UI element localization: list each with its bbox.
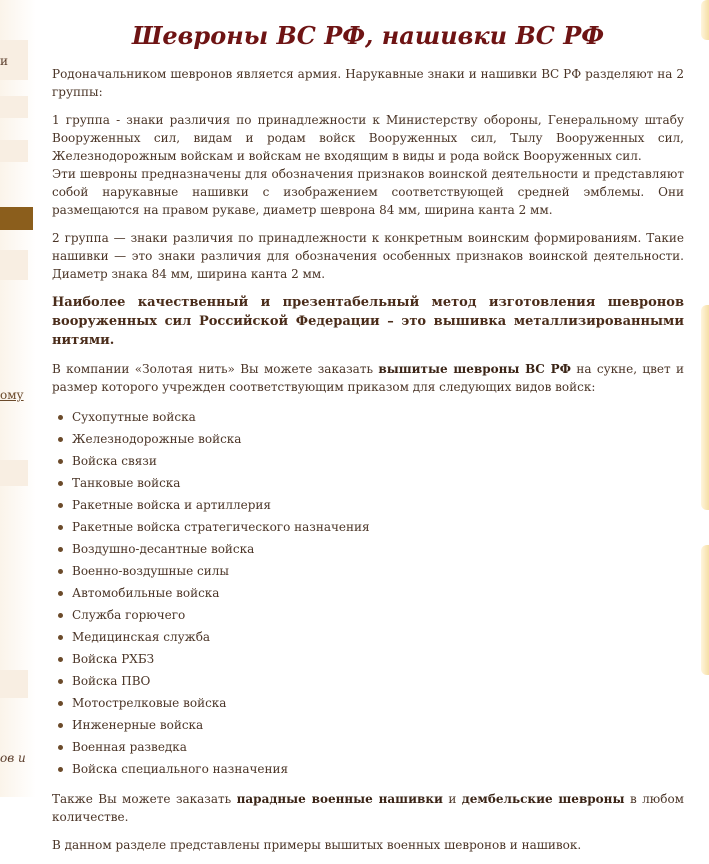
order-text-post: на сукне, цвет и размер которого учрежден соответствующим приказом для следующих видов войск:	[52, 361, 684, 394]
sidebar-link-fragment[interactable]: ому	[0, 388, 24, 402]
order-text-bold: вышитые шевроны ВС РФ	[378, 361, 571, 376]
troops-list-item: Военная разведка	[56, 736, 684, 758]
sidebar-item[interactable]	[0, 250, 28, 280]
sidebar-item[interactable]	[0, 670, 28, 698]
troops-list	[52, 406, 684, 780]
troops-list-item: Медицинская служба	[56, 626, 684, 648]
also-text-mid: и	[442, 791, 462, 806]
group2-paragraph: 2 группа — знаки различия по принадлежности к конкретным воинским формированиям. Такие нашивки — это знаки различия для обозначения особенных признаков воинской деятельности. Диаметр знака 84 мм, ширина канта 2 мм.	[52, 230, 684, 281]
intro-paragraph: Родоначальником шевронов является армия. Нарукавные знаки и нашивки ВС РФ разделяют на 2 группы:	[52, 66, 684, 99]
sidebar-item[interactable]	[0, 140, 28, 162]
troops-list-item: Войска связи	[56, 450, 684, 472]
article	[52, 0, 684, 864]
group1-paragraph	[52, 111, 684, 219]
sidebar-text-fragment: и	[0, 54, 8, 68]
troops-list-item: Войска специального назначения	[56, 758, 684, 780]
troops-list-item: Танковые войска	[56, 472, 684, 494]
order-text-pre: В компании «Золотая нить» Вы можете заказать	[52, 361, 379, 376]
troops-list-item: Войска ПВО	[56, 670, 684, 692]
also-text-post: в любом количестве.	[52, 791, 685, 824]
page-title: Шевроны ВС РФ, нашивки ВС РФ	[131, 21, 605, 50]
also-bold-demob: дембельские шевроны	[461, 791, 625, 806]
troops-list-item: Сухопутные войска	[56, 406, 684, 428]
sidebar-item[interactable]	[0, 460, 28, 486]
troops-list-item: Служба горючего	[56, 604, 684, 626]
also-text-pre: Также Вы можете заказать	[52, 791, 237, 806]
right-decor-edge	[701, 305, 709, 510]
highlight-paragraph: Наиболее качественный и презентабельный метод изготовления шевронов вооруженных сил Российской Федерации – это вышивка металлизированными нитями.	[52, 294, 684, 348]
troops-list-item: Железнодорожные войска	[56, 428, 684, 450]
right-decor-edge	[701, 0, 709, 40]
troops-list-item: Инженерные войска	[56, 714, 684, 736]
sidebar-item-active[interactable]	[0, 207, 33, 230]
right-decor-edge	[701, 545, 709, 675]
troops-list-item: Военно-воздушные силы	[56, 560, 684, 582]
troops-list-item: Ракетные войска стратегического назначения	[56, 516, 684, 538]
troops-list-item: Воздушно-десантные войска	[56, 538, 684, 560]
troops-list-item: Войска РХБЗ	[56, 648, 684, 670]
troops-list-item: Автомобильные войска	[56, 582, 684, 604]
also-paragraph	[52, 790, 684, 826]
troops-list-item: Мотострелковые войска	[56, 692, 684, 714]
sidebar-text-fragment-bottom: ов и	[0, 751, 26, 765]
order-paragraph	[52, 360, 684, 396]
group1-text: 1 группа - знаки различия по принадлежности к Министерству обороны, Генеральному штабу Вооруженных сил, видам и родам войск Вооруженных сил, Тылу Вооруженных сил, Железнодорожным войскам и войскам не входящим в виды и рода войск Вооруженных сил.	[52, 112, 684, 163]
closing-paragraph: В данном разделе представлены примеры вышитых военных шевронов и нашивок.	[52, 837, 582, 852]
troops-list-item: Ракетные войска и артиллерия	[56, 494, 684, 516]
sidebar-item[interactable]	[0, 96, 28, 118]
group1-detail: Эти шевроны предназначены для обозначения признаков воинской деятельности и представляют собой нарукавные нашивки с изображением соответствующей средней эмблемы. Они размещаются на правом рукаве, диаметр шеврона 84 мм, ширина канта 2 мм.	[52, 166, 684, 217]
also-bold-parade: парадные военные нашивки	[236, 791, 443, 806]
